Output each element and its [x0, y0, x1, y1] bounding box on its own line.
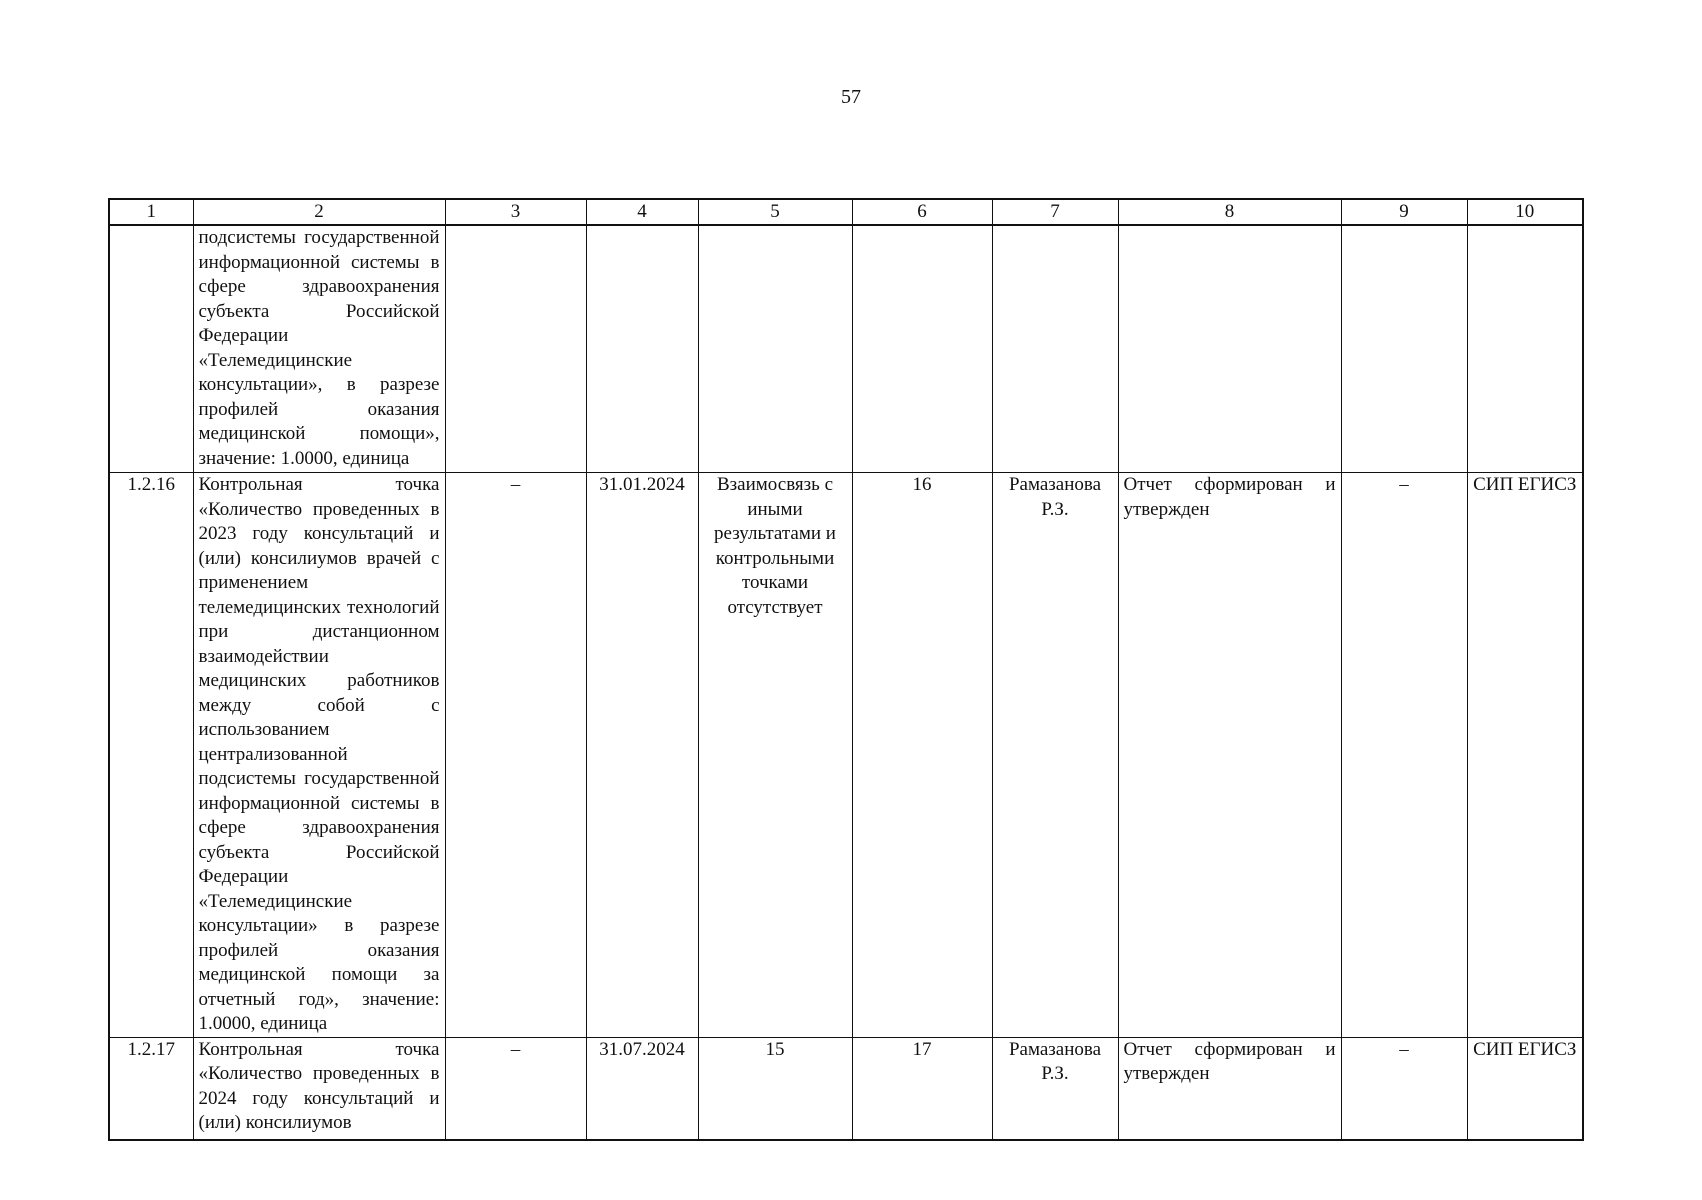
cell-col6: 16 [852, 473, 992, 1038]
cell-col3 [445, 225, 586, 473]
responsible-cell [992, 225, 1118, 473]
cell-col3: – [445, 473, 586, 1038]
column-header-8: 8 [1118, 199, 1341, 225]
relation-cell: Взаимосвязь с иными результатами и контрольными точками отсутствует [698, 473, 852, 1038]
description-cell: Контрольная точка «Количество проведенных в 2023 году консультаций и (или) консилиумов врачей с применением телемедицинских технологий при дистанционном взаимодействии медицинских работников между собой с использованием централизованной подсистемы государственной информационной системы в сфере здравоохранения субъекта Российской Федерации «Телемедицинские консультации» в разрезе профилей оказания медицинской помощи за отчетный год», значение: 1.0000, единица [193, 473, 445, 1038]
row-number-cell: 1.2.17 [109, 1037, 193, 1140]
column-header-6: 6 [852, 199, 992, 225]
table-row [109, 225, 1583, 473]
column-header-9: 9 [1341, 199, 1467, 225]
responsible-cell: Рамазанова Р.З. [992, 473, 1118, 1038]
cell-col3: – [445, 1037, 586, 1140]
cell-col9: – [1341, 473, 1467, 1038]
responsible-cell: Рамазанова Р.З. [992, 1037, 1118, 1140]
system-cell: СИП ЕГИСЗ [1467, 473, 1583, 1038]
page-number: 57 [841, 86, 861, 108]
description-cell: Контрольная точка «Количество проведенных в 2024 году консультаций и (или) консилиумов [193, 1037, 445, 1140]
cell-col6 [852, 225, 992, 473]
row-number-cell: 1.2.16 [109, 473, 193, 1038]
cell-col9 [1341, 225, 1467, 473]
column-header-3: 3 [445, 199, 586, 225]
cell-col6: 17 [852, 1037, 992, 1140]
cell-col9: – [1341, 1037, 1467, 1140]
column-header-10: 10 [1467, 199, 1583, 225]
result-cell: Отчет сформирован и утвержден [1118, 1037, 1341, 1140]
system-cell [1467, 225, 1583, 473]
column-header-4: 4 [586, 199, 698, 225]
table-row [109, 473, 1583, 1038]
column-header-7: 7 [992, 199, 1118, 225]
system-cell: СИП ЕГИСЗ [1467, 1037, 1583, 1140]
column-header-2: 2 [193, 199, 445, 225]
description-cell: подсистемы государственной информационной системы в сфере здравоохранения субъекта Российской Федерации «Телемедицинские консультации», в разрезе профилей оказания медицинской помощи», значение: 1.0000, единица [193, 225, 445, 473]
relation-cell: 15 [698, 1037, 852, 1140]
result-cell: Отчет сформирован и утвержден [1118, 473, 1341, 1038]
table-row [109, 1037, 1583, 1140]
relation-cell [698, 225, 852, 473]
date-cell: 31.07.2024 [586, 1037, 698, 1140]
date-cell [586, 225, 698, 473]
column-header-1: 1 [109, 199, 193, 225]
plan-table [108, 198, 1584, 1141]
row-number-cell [109, 225, 193, 473]
result-cell [1118, 225, 1341, 473]
date-cell: 31.01.2024 [586, 473, 698, 1038]
column-header-5: 5 [698, 199, 852, 225]
header-row [109, 199, 1583, 225]
